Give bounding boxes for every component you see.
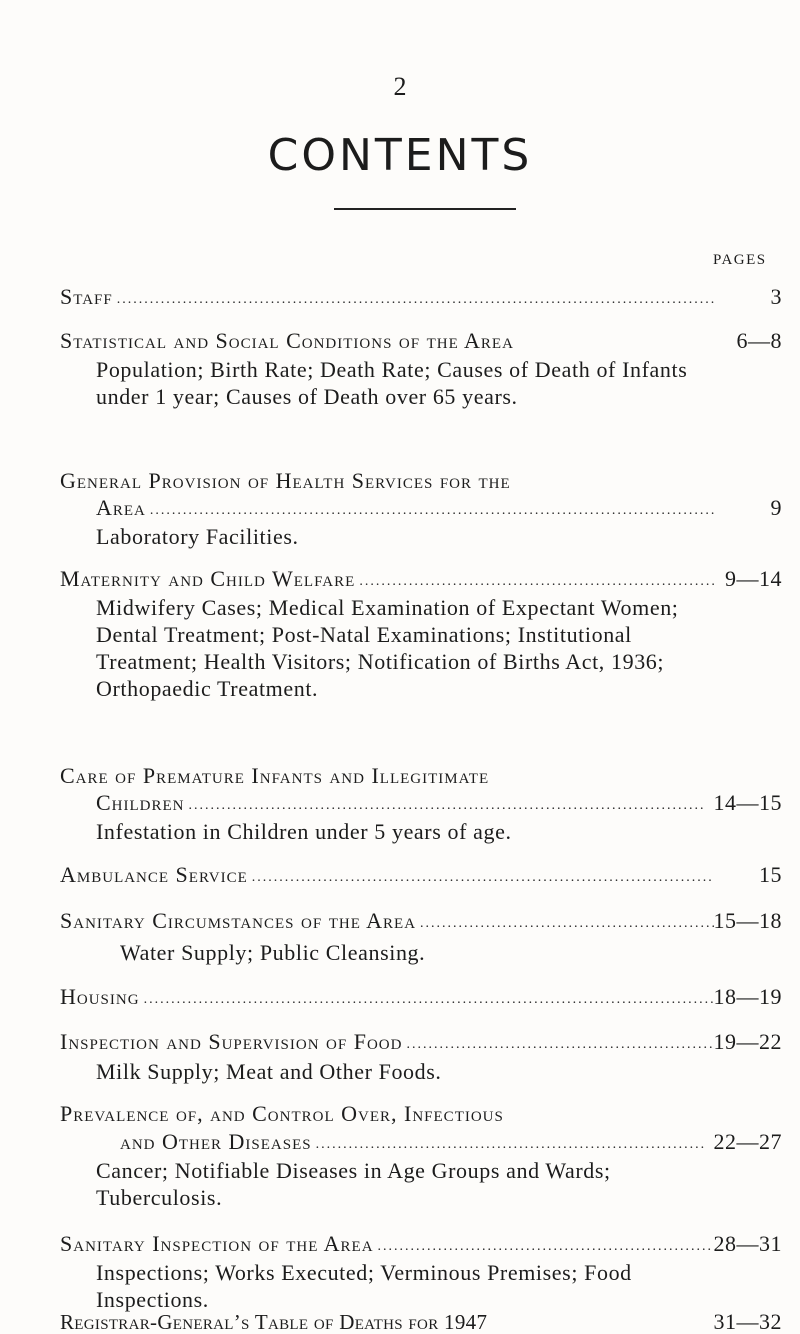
entry-description: Population; Birth Rate; Death Rate; Causes of Death of Infants under 1 year; Causes of Death over 65 years.	[96, 357, 688, 409]
leader-dots	[420, 915, 714, 933]
page-number: 2	[393, 72, 407, 101]
entry-description: Inspections; Works Executed; Verminous Premises; Food Inspections.	[96, 1260, 632, 1312]
entry-pages: 6—8	[736, 328, 782, 353]
entry-title: Sanitary Inspection of the Area	[60, 1231, 374, 1256]
entry-description: Midwifery Cases; Medical Examination of Expectant Women; Dental Treatment; Post-Natal Examinations; Institutional Treatment; Health Visitors; Notification of Births Act, 1936; Orthopaedic Treatment.	[96, 595, 679, 701]
entry-title: Inspection and Supervision of Food	[60, 1029, 403, 1054]
entry-pages: 19—22	[713, 1029, 782, 1054]
leader-dots	[150, 502, 714, 520]
entry-title-continued: Area	[96, 495, 146, 520]
entry-pages: 9	[770, 495, 782, 520]
entry-pages: 15	[759, 862, 782, 887]
entry-title-continued: Children	[96, 790, 185, 815]
entry-title: Registrar-General’s Table of Deaths for 1947	[60, 1310, 488, 1334]
leader-dots	[406, 1036, 714, 1054]
entry-title: Staff	[60, 284, 113, 309]
title-rule	[334, 208, 516, 210]
entry-title: Ambulance Service	[60, 862, 248, 887]
entry-pages: 22—27	[713, 1129, 782, 1154]
entry-title: General Provision of Health Services for the	[60, 468, 511, 493]
entry-title: Housing	[60, 984, 140, 1009]
leader-dots	[359, 573, 714, 591]
entry-pages: 28—31	[713, 1231, 782, 1256]
entry-description: Water Supply; Public Cleansing.	[120, 940, 426, 965]
entry-pages: 14—15	[713, 790, 782, 815]
entry-title: Maternity and Child Welfare	[60, 566, 356, 591]
leader-dots	[378, 1238, 714, 1256]
leader-dots	[252, 869, 714, 887]
entry-title: Sanitary Circumstances of the Area	[60, 908, 417, 933]
entry-pages: 31—32	[713, 1309, 782, 1334]
pages-column-label: PAGES	[713, 252, 767, 268]
leader-dots	[316, 1136, 704, 1154]
entry-pages: 15—18	[713, 908, 782, 933]
entry-pages: 9—14	[725, 566, 782, 591]
entry-title: Prevalence of, and Control Over, Infectious	[60, 1101, 504, 1126]
leader-dots	[189, 797, 705, 815]
entry-description: Laboratory Facilities.	[96, 524, 299, 549]
entry-pages: 18—19	[713, 984, 782, 1009]
entry-pages: 3	[770, 284, 782, 309]
leader-dots	[117, 291, 714, 309]
entry-description: Infestation in Children under 5 years of age.	[96, 819, 512, 844]
entry-title-continued: and Other Diseases	[120, 1129, 312, 1154]
entry-title: Statistical and Social Conditions of the Area	[60, 328, 514, 353]
entry-description: Milk Supply; Meat and Other Foods.	[96, 1059, 442, 1084]
page-title: CONTENTS	[267, 130, 533, 181]
entry-title: Care of Premature Infants and Illegitimate	[60, 763, 490, 788]
entry-description: Cancer; Notifiable Diseases in Age Groups and Wards; Tuberculosis.	[96, 1158, 611, 1210]
leader-dots	[144, 991, 714, 1009]
